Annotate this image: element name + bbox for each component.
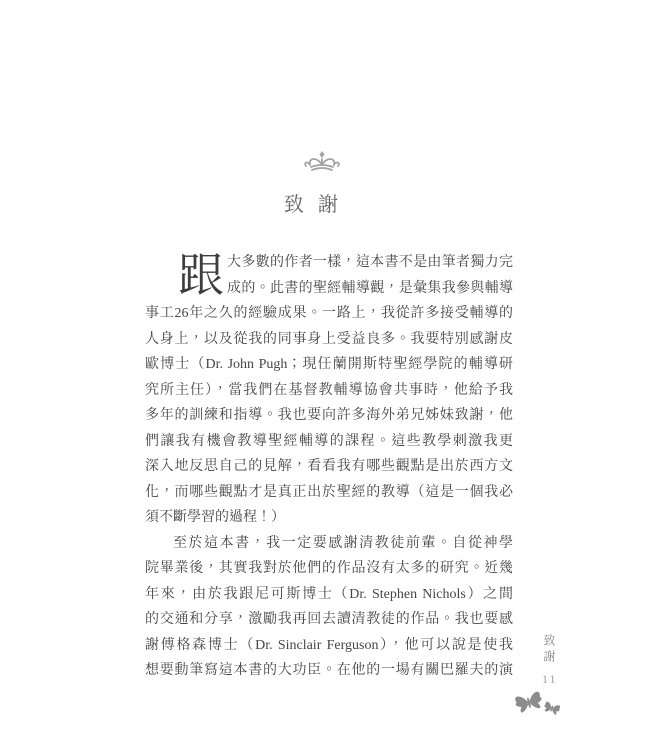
text-line: 至於這本書，我一定要感謝清教徒前輩。自從神學 [173, 535, 513, 551]
text-line: 成的。此書的聖經輔導觀，是彙集我參與輔導 [227, 280, 513, 296]
text-line: 謝傅格森博士（Dr. Sinclair Ferguson），他可以說是使我 [145, 637, 513, 653]
body-text [145, 250, 513, 684]
text-line: 究所主任），當我們在基督教輔導協會共事時，他給予我 [145, 382, 513, 398]
text-line: 事工26年之久的經驗成果。一路上，我從許多接受輔導的 [145, 306, 513, 321]
crown-icon [302, 149, 342, 175]
text-line: 多年的訓練和指導。我也要向許多海外弟兄姊妹致謝，他 [145, 408, 513, 423]
text-line: 們讓我有機會教導聖經輔導的課程。這些教學刺激我更 [145, 433, 513, 449]
page-number: 11 [542, 672, 558, 686]
margin-section-label: 致謝 [542, 634, 556, 666]
text-line: 人身上，以及從我的同事身上受益良多。我要特別感謝皮 [145, 331, 513, 347]
page-title: 致謝 [284, 194, 352, 216]
text-line: 想要動筆寫這本書的大功臣。在他的一場有關巴羅夫的演 [145, 663, 513, 678]
butterfly-icon [505, 684, 577, 732]
dropcap: 跟 [178, 250, 224, 301]
text-line: 深入地反思自己的見解，看看我有哪些觀點是出於西方文 [145, 459, 513, 474]
text-line: 院畢業後，其實我對於他們的作品沒有太多的研究。近幾 [145, 561, 513, 576]
text-line: 歐博士（Dr. John Pugh；現任蘭開斯特聖經學院的輔導研 [145, 357, 513, 372]
text-line: 的交通和分享，激勵我再回去讀清教徒的作品。我也要感 [145, 612, 513, 627]
text-line: 大多數的作者一樣，這本書不是由筆者獨力完 [227, 255, 513, 270]
text-line: 須不斷學習的過程！） [145, 510, 285, 525]
text-line: 化，而哪些觀點才是真正出於聖經的教導（這是一個我必 [145, 484, 513, 500]
text-line: 年來，由於我跟尼可斯博士（Dr. Stephen Nichols）之間 [145, 586, 513, 602]
